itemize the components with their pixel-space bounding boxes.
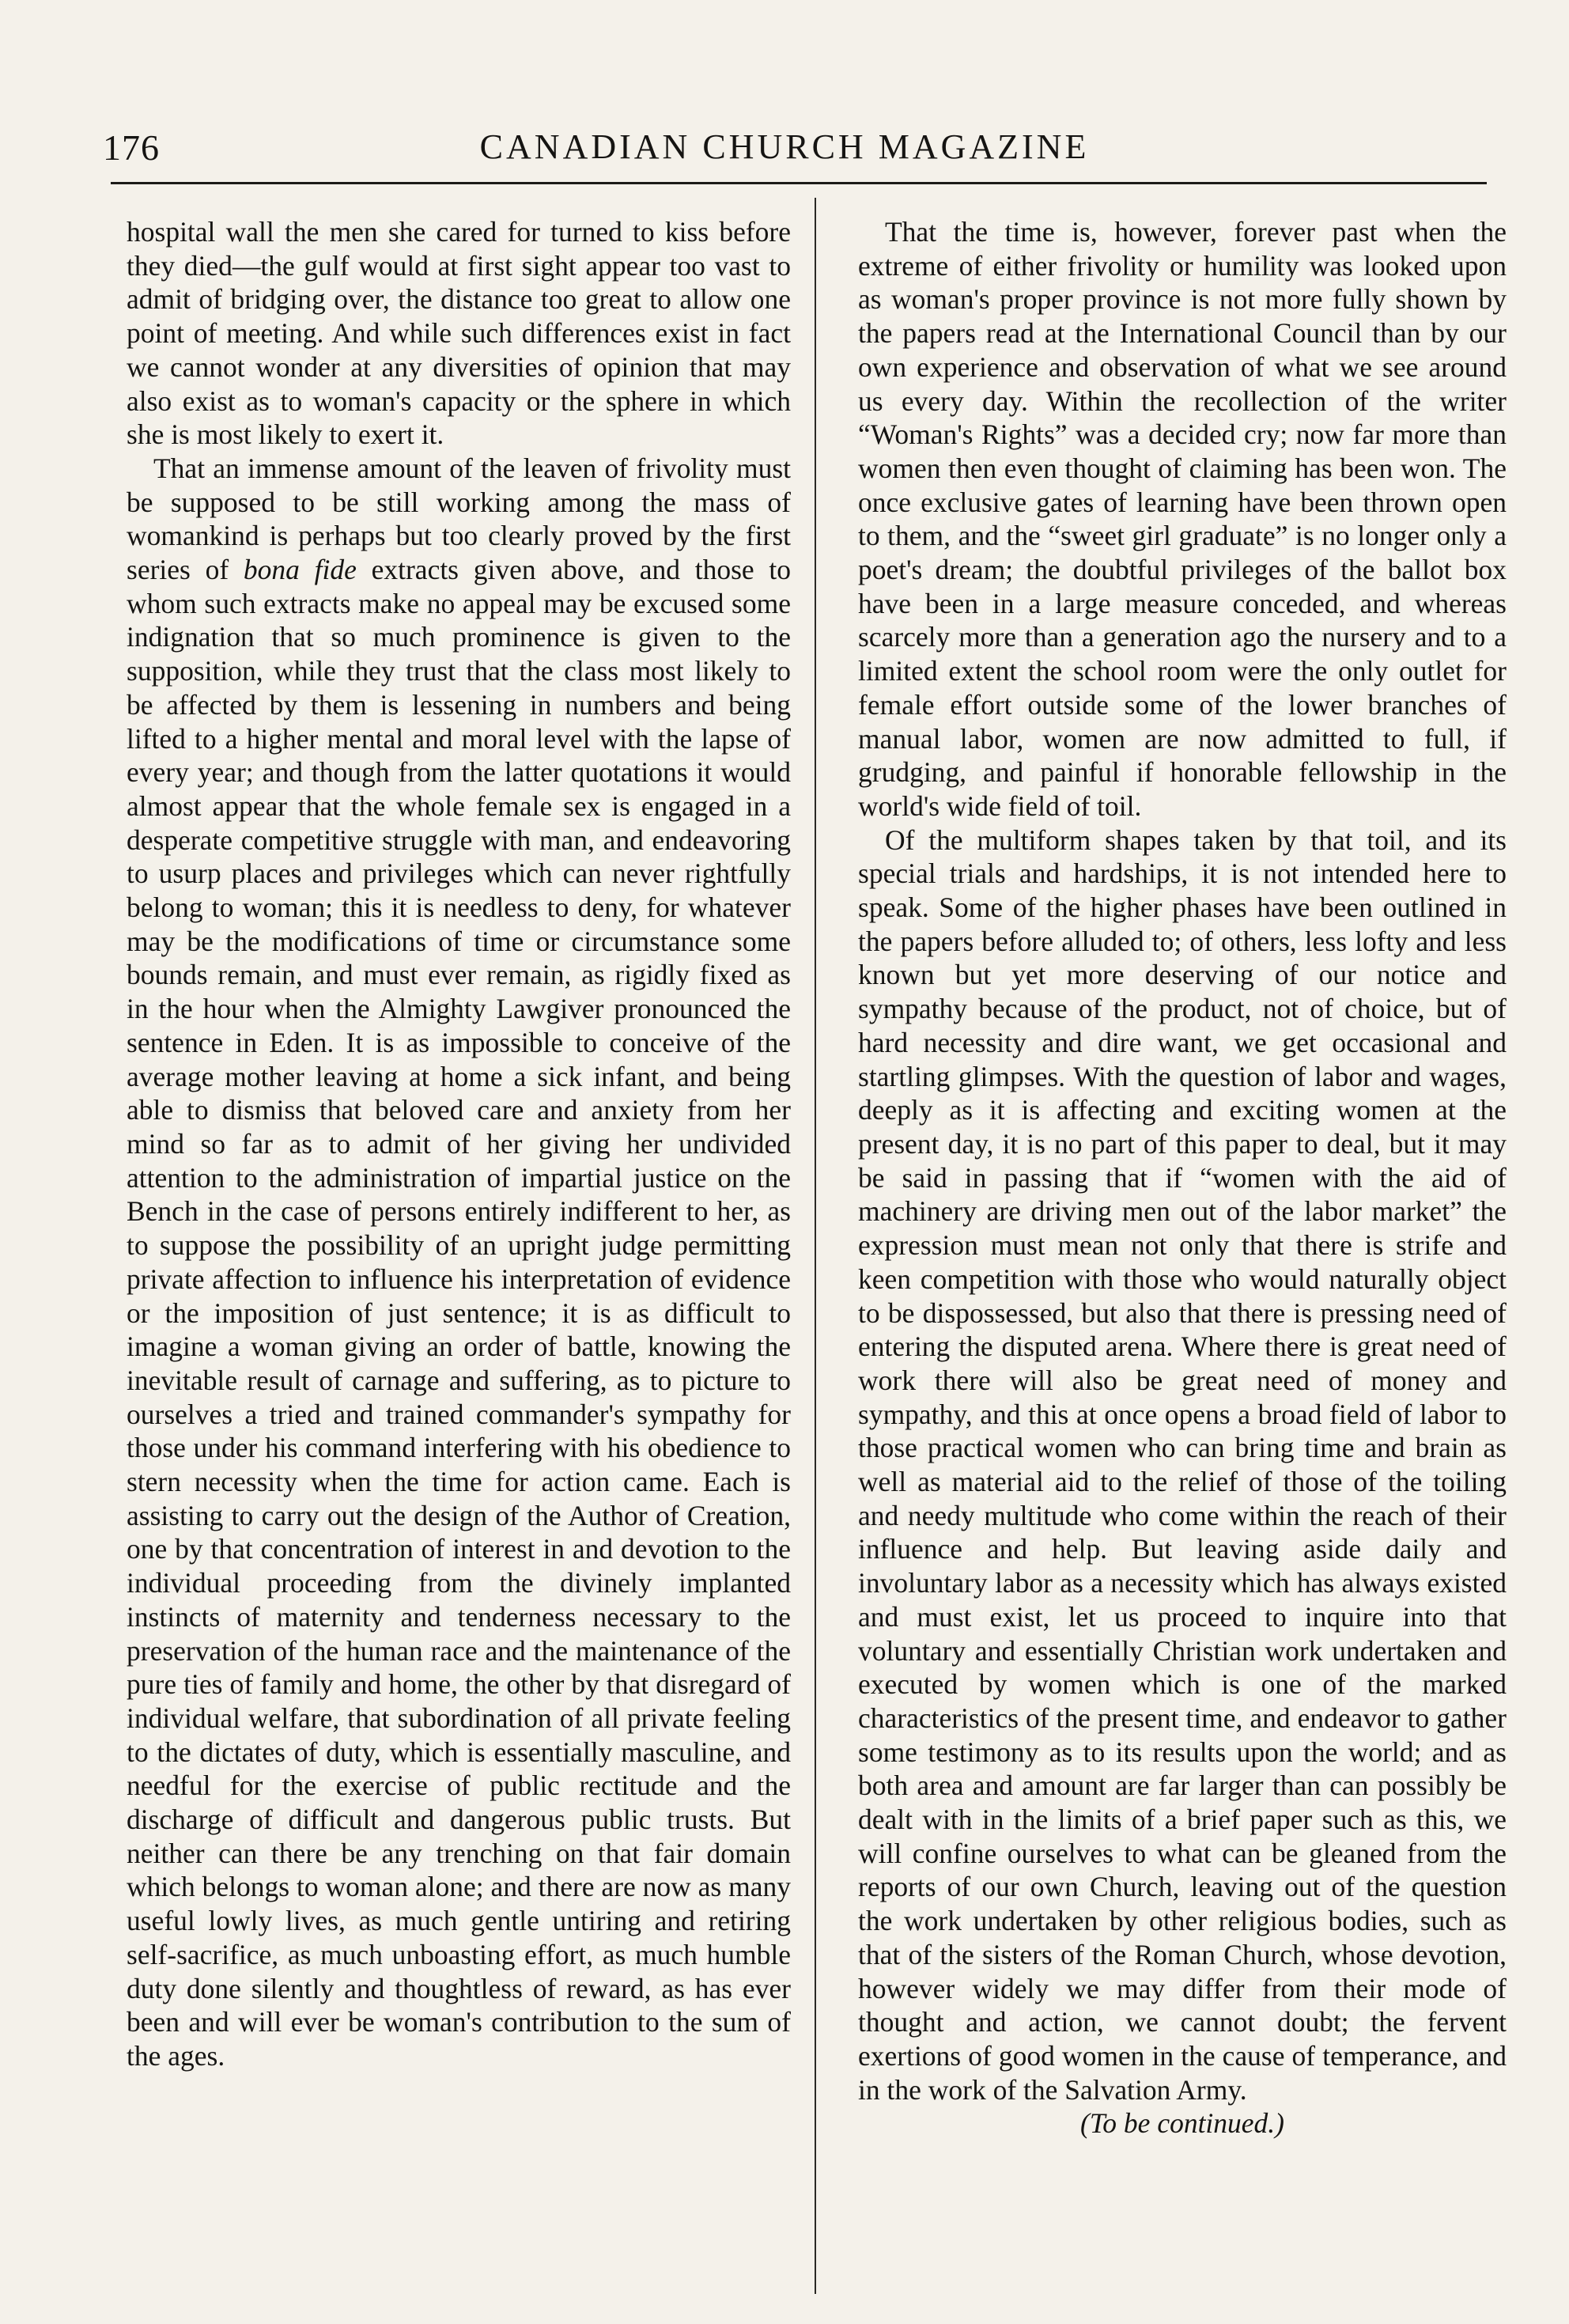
- header-rule: [111, 182, 1487, 184]
- page-number: 176: [103, 127, 160, 168]
- right-column: [858, 215, 1507, 2140]
- right-paragraph-1: That the time is, however, forever past when the extreme of either frivolity or humility was looked upon as woman's proper province is not more fully shown by the papers read at the International Council than by our own experience and observation of what we see around us every day. Within the recollection of the writer “Woman's Rights” was a decided cry; now far more than women then even thought of claiming has been won. The once exclusive gates of learning have been thrown open to them, and the “sweet girl graduate” is no longer only a poet's dream; the doubtful privileges of the ballot box have been in a large measure conceded, and whereas scarcely more than a generation ago the nursery and to a limited extent the school room were the only outlet for female effort outside some of the lower branches of manual labor, women are now admitted to full, if grudging, and painful if honorable fellowship in the world's wide field of toil.: [858, 216, 1507, 822]
- left-paragraph-2-start: That an immense amount of the leaven of frivolity must be supposed to be still working among the mass of womankind is perhaps but too clearly proved by the first series of: [127, 452, 791, 586]
- right-paragraph-2: Of the multiform shapes taken by that toil, and its special trials and hardships, it is not intended here to speak. Some of the higher phases have been outlined in the papers before alluded to; of others, less lofty and less known but yet more deserving of our notice and sympathy because of the product, not of choice, but of hard necessity and dire want, we get occasional and startling glimpses. With the question of labor and wages, deeply as it is affecting and exciting women at the present day, it is no part of this paper to deal, but it may be said in passing that if “women with the aid of machinery are driving men out of the labor market” the expression must mean not only that there is strife and keen competition with those who would naturally object to be dispossessed, but also that there is pressing need of entering the disputed arena. Where there is great need of work there will also be great need of money and sympathy, and this at once opens a broad field of labor to those practical women who can bring time and brain as well as material aid to the relief of those of the toiling and needy multitude who come within the reach of their influence and help. But leaving aside daily and involuntary labor as a necessity which has always existed and must exist, let us proceed to inquire into that voluntary and essentially Christian work undertaken and executed by women which is one of the marked characteristics of the present time, and endeavor to gather some testimony as to its results upon the world; and as both area and amount are far larger than can possibly be dealt with in the limits of a brief paper such as this, we will confine ourselves to what can be gleaned from the reports of our own Church, leaving out of the question the work undertaken by other religious bodies, such as that of the sisters of the Roman Church, whose devotion, however widely we may differ from their mode of thought and action, we cannot doubt; the fervent exertions of good women in the cause of temperance, and in the work of the Salvation Army.: [858, 823, 1507, 2106]
- left-column: [127, 215, 791, 2073]
- left-paragraph-2: [127, 452, 791, 2073]
- left-paragraph-2-rest: extracts given above, and those to whom such extracts make no appeal may be excused some indignation that so much prominence is given to the supposition, while they trust that the class most likely to be affected by them is lessening in numbers and being lifted to a higher mental and moral level with the lapse of every year; and though from the latter quotations it would almost appear that the whole female sex is engaged in a desperate competitive struggle with man, and endeavoring to usurp places and privileges which can never rightfully belong to woman; this it is needless to deny, for whatever may be the modifications of time or circumstance some bounds remain, and must ever remain, as rigidly fixed as in the hour when the Almighty Lawgiver pronounced the sentence in Eden. It is as impossible to conceive of the average mother leaving at home a sick infant, and being able to dismiss that beloved care and anxiety from her mind so far as to admit of her giving her undivided attention to the administration of impartial justice on the Bench in the case of persons entirely indifferent to her, as to suppose the possibility of an upright judge permitting private affection to influence his interpretation of evidence or the imposition of just sentence; it is as difficult to imagine a woman giving an order of battle, knowing the inevitable result of carnage and suffering, as to picture to ourselves a tried and trained commander's sympathy for those under his command interfering with his obedience to stern necessity when the time for action came. Each is assisting to carry out the design of the Author of Creation, one by that concentration of interest in and devotion to the individual proceeding from the divinely implanted instincts of maternity and tenderness necessary to the preservation of the human race and the maintenance of the pure ties of family and home, the other by that disregard of individual welfare, that subordination of all private feeling to the dictates of duty, which is essentially masculine, and needful for the exercise of public rectitude and the discharge of difficult and dangerous public trusts. But neither can there be any trenching on that fair domain which belongs to woman alone; and there are now as many useful lowly lives, as much gentle untiring and retiring self-sacrifice, as much unboasting effort, as much humble duty done silently and thoughtless of reward, as has ever been and will ever be woman's contribution to the sum of the ages.: [127, 554, 792, 2072]
- running-title: CANADIAN CHURCH MAGAZINE: [479, 127, 1090, 166]
- to-be-continued: (To be continued.): [1080, 2107, 1284, 2140]
- bona-fide-italic: bona fide: [243, 554, 357, 586]
- page-header: [0, 0, 1569, 190]
- column-divider: [815, 198, 816, 2294]
- left-paragraph-1: hospital wall the men she cared for turned to kiss before they died—the gulf would at first sight appear too vast to admit of bridging over, the distance too great to allow one point of meeting. And while such differences exist in fact we cannot wonder at any diversities of opinion that may also exist as to woman's capacity or the sphere in which she is most likely to exert it.: [127, 216, 791, 451]
